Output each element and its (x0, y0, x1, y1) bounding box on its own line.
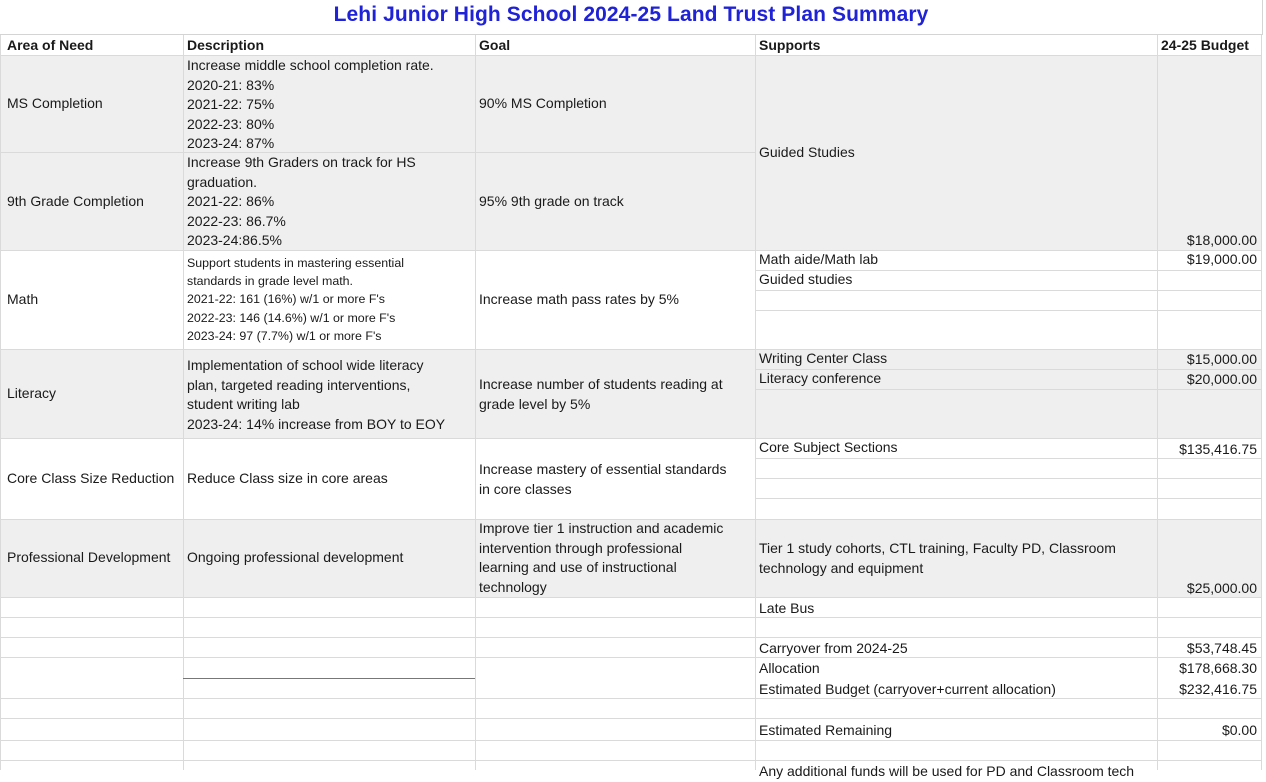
grid-row-line (0, 597, 1262, 598)
goal-line: Improve tier 1 instruction and academic (479, 520, 724, 536)
description-line: 2021-22: 75% (187, 96, 275, 112)
description-line: 2022-23: 80% (187, 115, 275, 132)
cell-budget-pd[interactable]: $25,000.00 (1186, 580, 1257, 596)
grid-row-line (0, 617, 1262, 618)
cell-support-core-sections[interactable]: Core Subject Sections (759, 439, 898, 455)
cell-description-ms[interactable] (187, 56, 434, 154)
cell-description-literacy[interactable] (187, 356, 445, 434)
grid-row-line (0, 657, 1262, 658)
header-goal[interactable]: Goal (479, 37, 511, 53)
cell-goal-pd[interactable] (479, 519, 723, 597)
support-line: Tier 1 study cohorts, CTL training, Faculty PD, Classroom (759, 540, 1116, 556)
cell-support-guided-studies-math[interactable]: Guided studies (759, 271, 853, 287)
cell-additional-funds-note[interactable]: Any additional funds will be used for PD and Classroom tech (759, 763, 1135, 779)
cell-area-pd[interactable]: Professional Development (7, 549, 171, 565)
header-area-of-need[interactable]: Area of Need (7, 37, 94, 53)
grid-row-line (756, 310, 1262, 311)
header-description[interactable]: Description (187, 37, 265, 53)
grid-col-line (0, 35, 1, 770)
goal-line: grade level by 5% (479, 395, 591, 412)
description-line: graduation. (187, 173, 258, 190)
goal-line: learning and use of instructional (479, 559, 677, 575)
grid-row-line (0, 740, 1262, 741)
description-line: plan, targeted reading interventions, (187, 376, 411, 393)
description-line: student writing lab (187, 396, 300, 412)
cell-carryover-label[interactable]: Carryover from 2024-25 (759, 640, 908, 656)
grid-row-line (756, 498, 1262, 499)
description-line: 2023-24:86.5% (187, 232, 282, 248)
description-line: 2023-24: 14% increase from BOY to EOY (187, 415, 446, 432)
cell-allocation-label[interactable]: Allocation (759, 660, 820, 676)
cell-budget-literacy-conference[interactable]: $20,000.00 (1186, 371, 1257, 387)
header-budget[interactable]: 24-25 Budget (1161, 37, 1249, 53)
cell-area-core[interactable]: Core Class Size Reduction (7, 470, 175, 486)
grid-row-line (0, 438, 1262, 439)
grid-row-line (0, 349, 1262, 350)
cell-support-pd[interactable] (759, 539, 1116, 578)
cell-allocation-value[interactable]: $178,668.30 (1179, 660, 1257, 676)
description-line: 2021-22: 86% (187, 193, 275, 209)
goal-line: technology (479, 578, 547, 595)
cell-budget-writing-center[interactable]: $15,000.00 (1186, 351, 1257, 367)
goal-line: in core classes (479, 480, 572, 497)
cell-description-pd[interactable]: Ongoing professional development (187, 549, 404, 565)
cell-carryover-value[interactable]: $53,748.45 (1186, 640, 1257, 656)
description-line: Implementation of school wide literacy (187, 357, 424, 373)
grid-row-line (756, 478, 1262, 479)
border-line (183, 678, 475, 679)
goal-line: Increase mastery of essential standards (479, 461, 727, 477)
grid-row-line (0, 718, 1262, 719)
description-line: 2021-22: 161 (16%) w/1 or more F's (187, 292, 385, 307)
goal-line: Increase number of students reading at (479, 376, 723, 392)
cell-estimated-budget-value[interactable]: $232,416.75 (1179, 681, 1257, 697)
description-line: 2023-24: 97 (7.7%) w/1 or more F's (187, 328, 382, 343)
description-line: 2022-23: 86.7% (187, 212, 286, 229)
grid-col-line (755, 35, 756, 770)
cell-support-literacy-conference[interactable]: Literacy conference (759, 370, 882, 386)
cell-support-writing-center[interactable]: Writing Center Class (759, 350, 888, 366)
description-line: 2020-21: 83% (187, 76, 275, 93)
cell-description-9th[interactable] (187, 153, 416, 251)
cell-area-9th[interactable]: 9th Grade Completion (7, 193, 144, 209)
cell-goal-literacy[interactable] (479, 375, 723, 414)
cell-estimated-remaining-value[interactable]: $0.00 (1221, 722, 1257, 738)
cell-support-math-aide[interactable]: Math aide/Math lab (759, 251, 879, 267)
cell-support-guided-studies[interactable]: Guided Studies (759, 144, 855, 160)
description-line: 2023-24: 87% (187, 135, 275, 151)
cell-area-math[interactable]: Math (7, 291, 39, 307)
goal-line: intervention through professional (479, 539, 683, 556)
cell-estimated-budget-label[interactable]: Estimated Budget (carryover+current allocation) (759, 681, 1056, 697)
sheet-title: Lehi Junior High School 2024-25 Land Trust Plan Summary (333, 3, 929, 26)
support-line: technology and equipment (759, 559, 924, 576)
cell-support-late-bus[interactable]: Late Bus (759, 600, 815, 616)
description-line: 2022-23: 146 (14.6%) w/1 or more F's (187, 310, 396, 325)
cell-goal-9th[interactable]: 95% 9th grade on track (479, 193, 624, 209)
cell-budget-guided-studies[interactable]: $18,000.00 (1186, 232, 1257, 248)
grid-row-line (0, 637, 1262, 638)
cell-estimated-remaining-label[interactable]: Estimated Remaining (759, 722, 893, 738)
grid-row-line (756, 290, 1262, 291)
cell-budget-core-sections[interactable]: $135,416.75 (1179, 441, 1257, 457)
cell-goal-math[interactable]: Increase math pass rates by 5% (479, 291, 679, 307)
cell-budget-math-aide[interactable]: $19,000.00 (1186, 251, 1257, 267)
cell-description-math[interactable] (187, 254, 404, 345)
cell-goal-ms[interactable]: 90% MS Completion (479, 95, 607, 111)
grid-row-line (0, 760, 1262, 761)
description-line: Increase 9th Graders on track for HS (187, 154, 416, 170)
description-line: standards in grade level math. (187, 274, 353, 289)
description-line: Support students in mastering essential (187, 256, 404, 270)
grid-row-line (0, 698, 1262, 699)
sheet-title-cell[interactable] (0, 0, 1263, 35)
cell-goal-core[interactable] (479, 460, 726, 499)
cell-description-core[interactable]: Reduce Class size in core areas (187, 470, 388, 486)
cell-area-ms[interactable]: MS Completion (7, 95, 103, 111)
description-line: Increase middle school completion rate. (187, 57, 434, 73)
header-supports[interactable]: Supports (759, 37, 821, 53)
grid-col-line (183, 35, 184, 770)
grid-col-line (1261, 35, 1262, 770)
grid-col-line (475, 35, 476, 770)
cell-area-literacy[interactable]: Literacy (7, 385, 57, 401)
